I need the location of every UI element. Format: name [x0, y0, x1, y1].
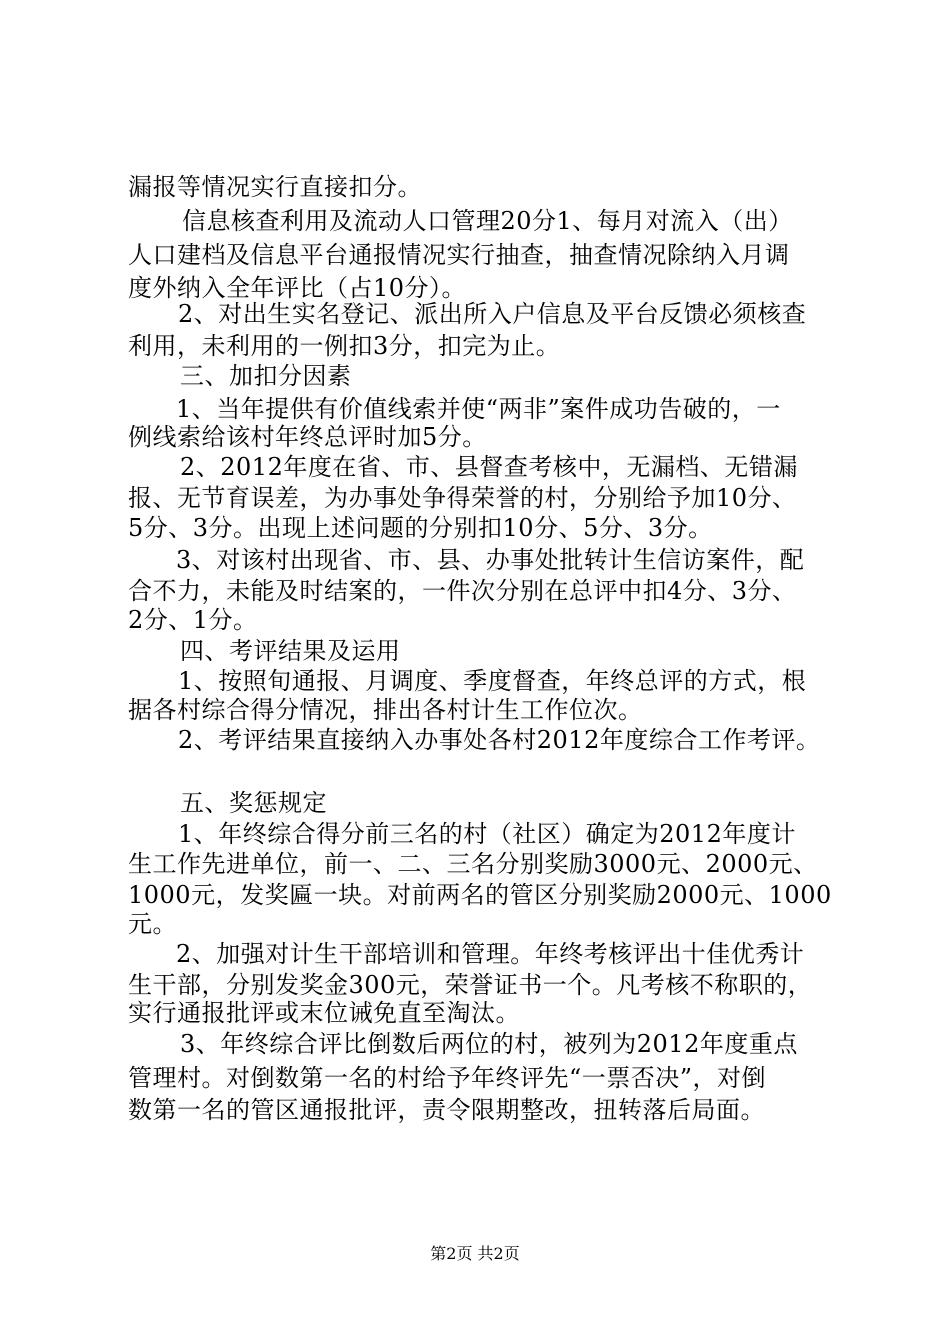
paragraph-line: 3、对该村出现省、市、县、办事处批转计生信访案件，配 [176, 546, 805, 574]
paragraph-line: 1、年终综合得分前三名的村（社区）确定为2012年度计 [178, 820, 796, 848]
paragraph-line: 1、按照旬通报、月调度、季度督查，年终总评的方式，根 [178, 667, 807, 695]
section-heading: 四、考评结果及运用 [180, 637, 401, 665]
paragraph-line: 2、加强对计生干部培训和管理。年终考核评出十佳优秀计 [176, 940, 805, 968]
paragraph-line: 数第一名的管区通报批评，责令限期整改，扭转落后局面。 [128, 1096, 765, 1124]
paragraph-line: 利用，未利用的一例扣3分，扣完为止。 [128, 332, 561, 360]
paragraph-line: 人口建档及信息平台通报情况实行抽查，抽查情况除纳入月调 [128, 241, 790, 269]
paragraph-line: 管理村。对倒数第一名的村给予年终评先“一票否决”，对倒 [128, 1064, 767, 1092]
paragraph-line: 报、无节育误差，为办事处争得荣誉的村，分别给予加10分、 [128, 484, 797, 512]
paragraph-line: 1000元，发奖匾一块。对前两名的管区分别奖励2000元、1000 [128, 881, 832, 909]
paragraph-line: 生干部，分别发奖金300元，荣誉证书一个。凡考核不称职的， [128, 971, 813, 999]
paragraph-line: 例线索给该村年终总评时加5分。 [128, 423, 487, 451]
paragraph-line: 实行通报批评或末位诫免直至淘汰。 [128, 999, 520, 1027]
paragraph-line: 漏报等情况实行直接扣分。 [128, 173, 422, 201]
page-number-footer: 第2页 共2页 [430, 1244, 520, 1263]
paragraph-line: 1、当年提供有价值线索并使“两非”案件成功告破的，一 [176, 395, 781, 423]
paragraph-line: 2、对出生实名登记、派出所入户信息及平台反馈必须核查 [178, 300, 807, 328]
section-heading: 五、奖惩规定 [180, 789, 327, 817]
paragraph-line: 2、考评结果直接纳入办事处各村2012年度综合工作考评。 [178, 726, 821, 754]
paragraph-line: 5分、3分。出现上述问题的分别扣10分、5分、3分。 [128, 514, 713, 542]
paragraph-line: 2、2012年度在省、市、县督查考核中，无漏档、无错漏 [180, 453, 798, 481]
paragraph-line: 合不力，未能及时结案的，一件次分别在总评中扣4分、3分、 [128, 577, 797, 605]
paragraph-line: 据各村综合得分情况，排出各村计生工作位次。 [128, 696, 643, 724]
paragraph-line: 2分、1分。 [128, 606, 258, 634]
paragraph-line: 信息核查利用及流动人口管理20分1、每月对流入（出） [182, 207, 793, 235]
paragraph-line: 生工作先进单位，前一、二、三名分别奖励3000元、2000元、 [128, 850, 818, 878]
paragraph-line: 元。 [128, 910, 177, 938]
section-heading: 三、加扣分因素 [180, 362, 352, 390]
paragraph-line: 度外纳入全年评比（占10分）。 [128, 274, 467, 302]
paragraph-line: 3、年终综合评比倒数后两位的村，被列为2012年度重点 [180, 1030, 798, 1058]
